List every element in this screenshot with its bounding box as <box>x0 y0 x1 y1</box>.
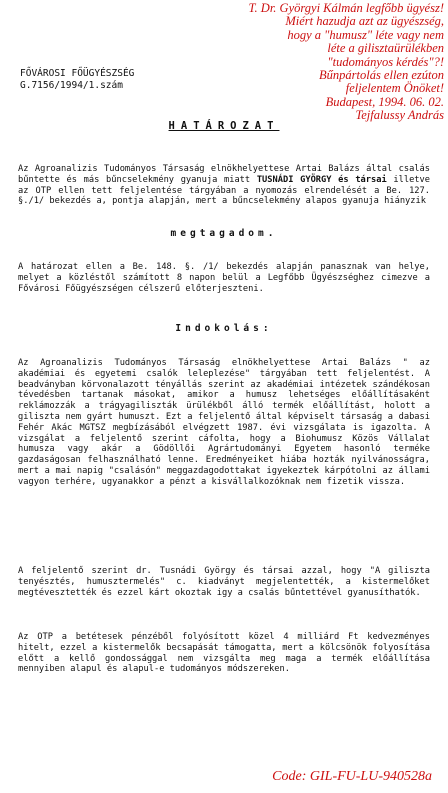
note-line: léte a gilisztaürülékben <box>327 41 444 56</box>
office-header <box>20 68 134 92</box>
note-line: Budapest, 1994. 06. 02. <box>325 94 444 109</box>
para1-start: Az Agroanalizis Tudományos Társaság elnökhelyettese Artai Balázs által csalás bűntette és más bűncselekmény gyanuja miatt <box>18 164 430 185</box>
handwritten-red-note <box>194 2 444 123</box>
note-line: Tejfalussy András <box>355 108 444 123</box>
note-line: Miért hazudja azt az ügyészség, <box>285 14 444 29</box>
paragraph-4: A feljelentő szerint dr. Tusnádi György és társai azzal, hogy "A giliszta tenyésztés, humusztermelés" c. kiadványt megjelentették, a kistermelőket megtévesztették és ezzel kárt okoztak igy a csalás bűntettével gyanusíthatók. <box>18 566 430 598</box>
note-line: T. Dr. Györgyi Kálmán legfőbb ügyész! <box>248 1 444 15</box>
paragraph-5: Az OTP a betétesek pénzéből folyósított közel 4 milliárd Ft kedvezményes hitelt, ezzel a kistermelők becsapását támogatta, mert a kölcsönök folyosítása előtt a kellő gondossággal nem vizsgálta meg maga a termék előállítása mennyiben alapul és alapul-e tudományos módszereken. <box>18 632 430 675</box>
para1-end: illetve az OTP ellen tett feljelentése tárgyában a nyomozás elrendelését a Be. 127. §./1/ bekezdés a, pontja alapján, mert a bűncselekmény alapos gyanuja hiányzik <box>18 174 430 207</box>
decision-heading: megtagadom. <box>170 228 278 239</box>
document-code: Code: GIL-FU-LU-940528a <box>272 769 432 784</box>
case-number: G.7156/1994/1.szám <box>20 80 123 91</box>
paragraph-1 <box>18 164 430 207</box>
paragraph-3: Az Agroanalizis Tudományos Társaság elnökhelyettese Artai Balázs " az akadémiai és egyetemi csalók leleplezése" tárgyában tett feljelentést. A beadványban körvonalazott tényállás szerint az akadémiai intézetek szándékosan tévedésben tartanak másokat, amikor a humusz lehetséges előállításaként reklámozzák a trágyagiliszták ürülékből álló termék előállítást, holott a giliszta nem gyárt humuszt. Ezt a feljelentő által képviselt társaság a dabasi Fehér Akác MGTSZ megbízásából elvégzett 1987. évi vizsgálata is igazolta. A vizsgálat a feljelentő szerint cáfolta, hogy a Biohumusz Közös Vállalat humusza vagy akár a Gödöllői Agrártudományi Egyetem hasonló terméke gazdaságosan felhasználható lenne. Eredményeiket hiába hozták nyilvánosságra, mert a mai napig "csalásón" meggazdagodottakat igyekeztek kárpótolni az állami vagyon terhére, ugyanakkor a pénzt a kisvállalkozóknak nem fizetik vissza. <box>18 358 430 487</box>
note-line: feljelentem Önöket! <box>345 81 444 96</box>
office-name: FŐVÁROSI FŐÜGYÉSZSÉG <box>20 68 135 79</box>
note-line: Bűnpártolás ellen ezúton <box>319 68 444 83</box>
paragraph-2: A határozat ellen a Be. 148. §. /1/ bekezdés alapján panasznak van helye, melyet a közléstől számított 8 napon belül a Legfőbb Ügyészséghez cimezve a Fővárosi Főügyészségen célszerű előterjeszteni. <box>18 262 430 294</box>
document-title: HATÁROZAT <box>168 120 280 132</box>
para1-bold-names: TUSNÁDI GYÖRGY és társai <box>256 174 387 185</box>
reasoning-heading: Indokolás: <box>175 323 273 334</box>
note-line: "tudományos kérdés"?! <box>327 54 444 69</box>
note-line: hogy a "humusz" léte vagy nem <box>287 27 444 42</box>
